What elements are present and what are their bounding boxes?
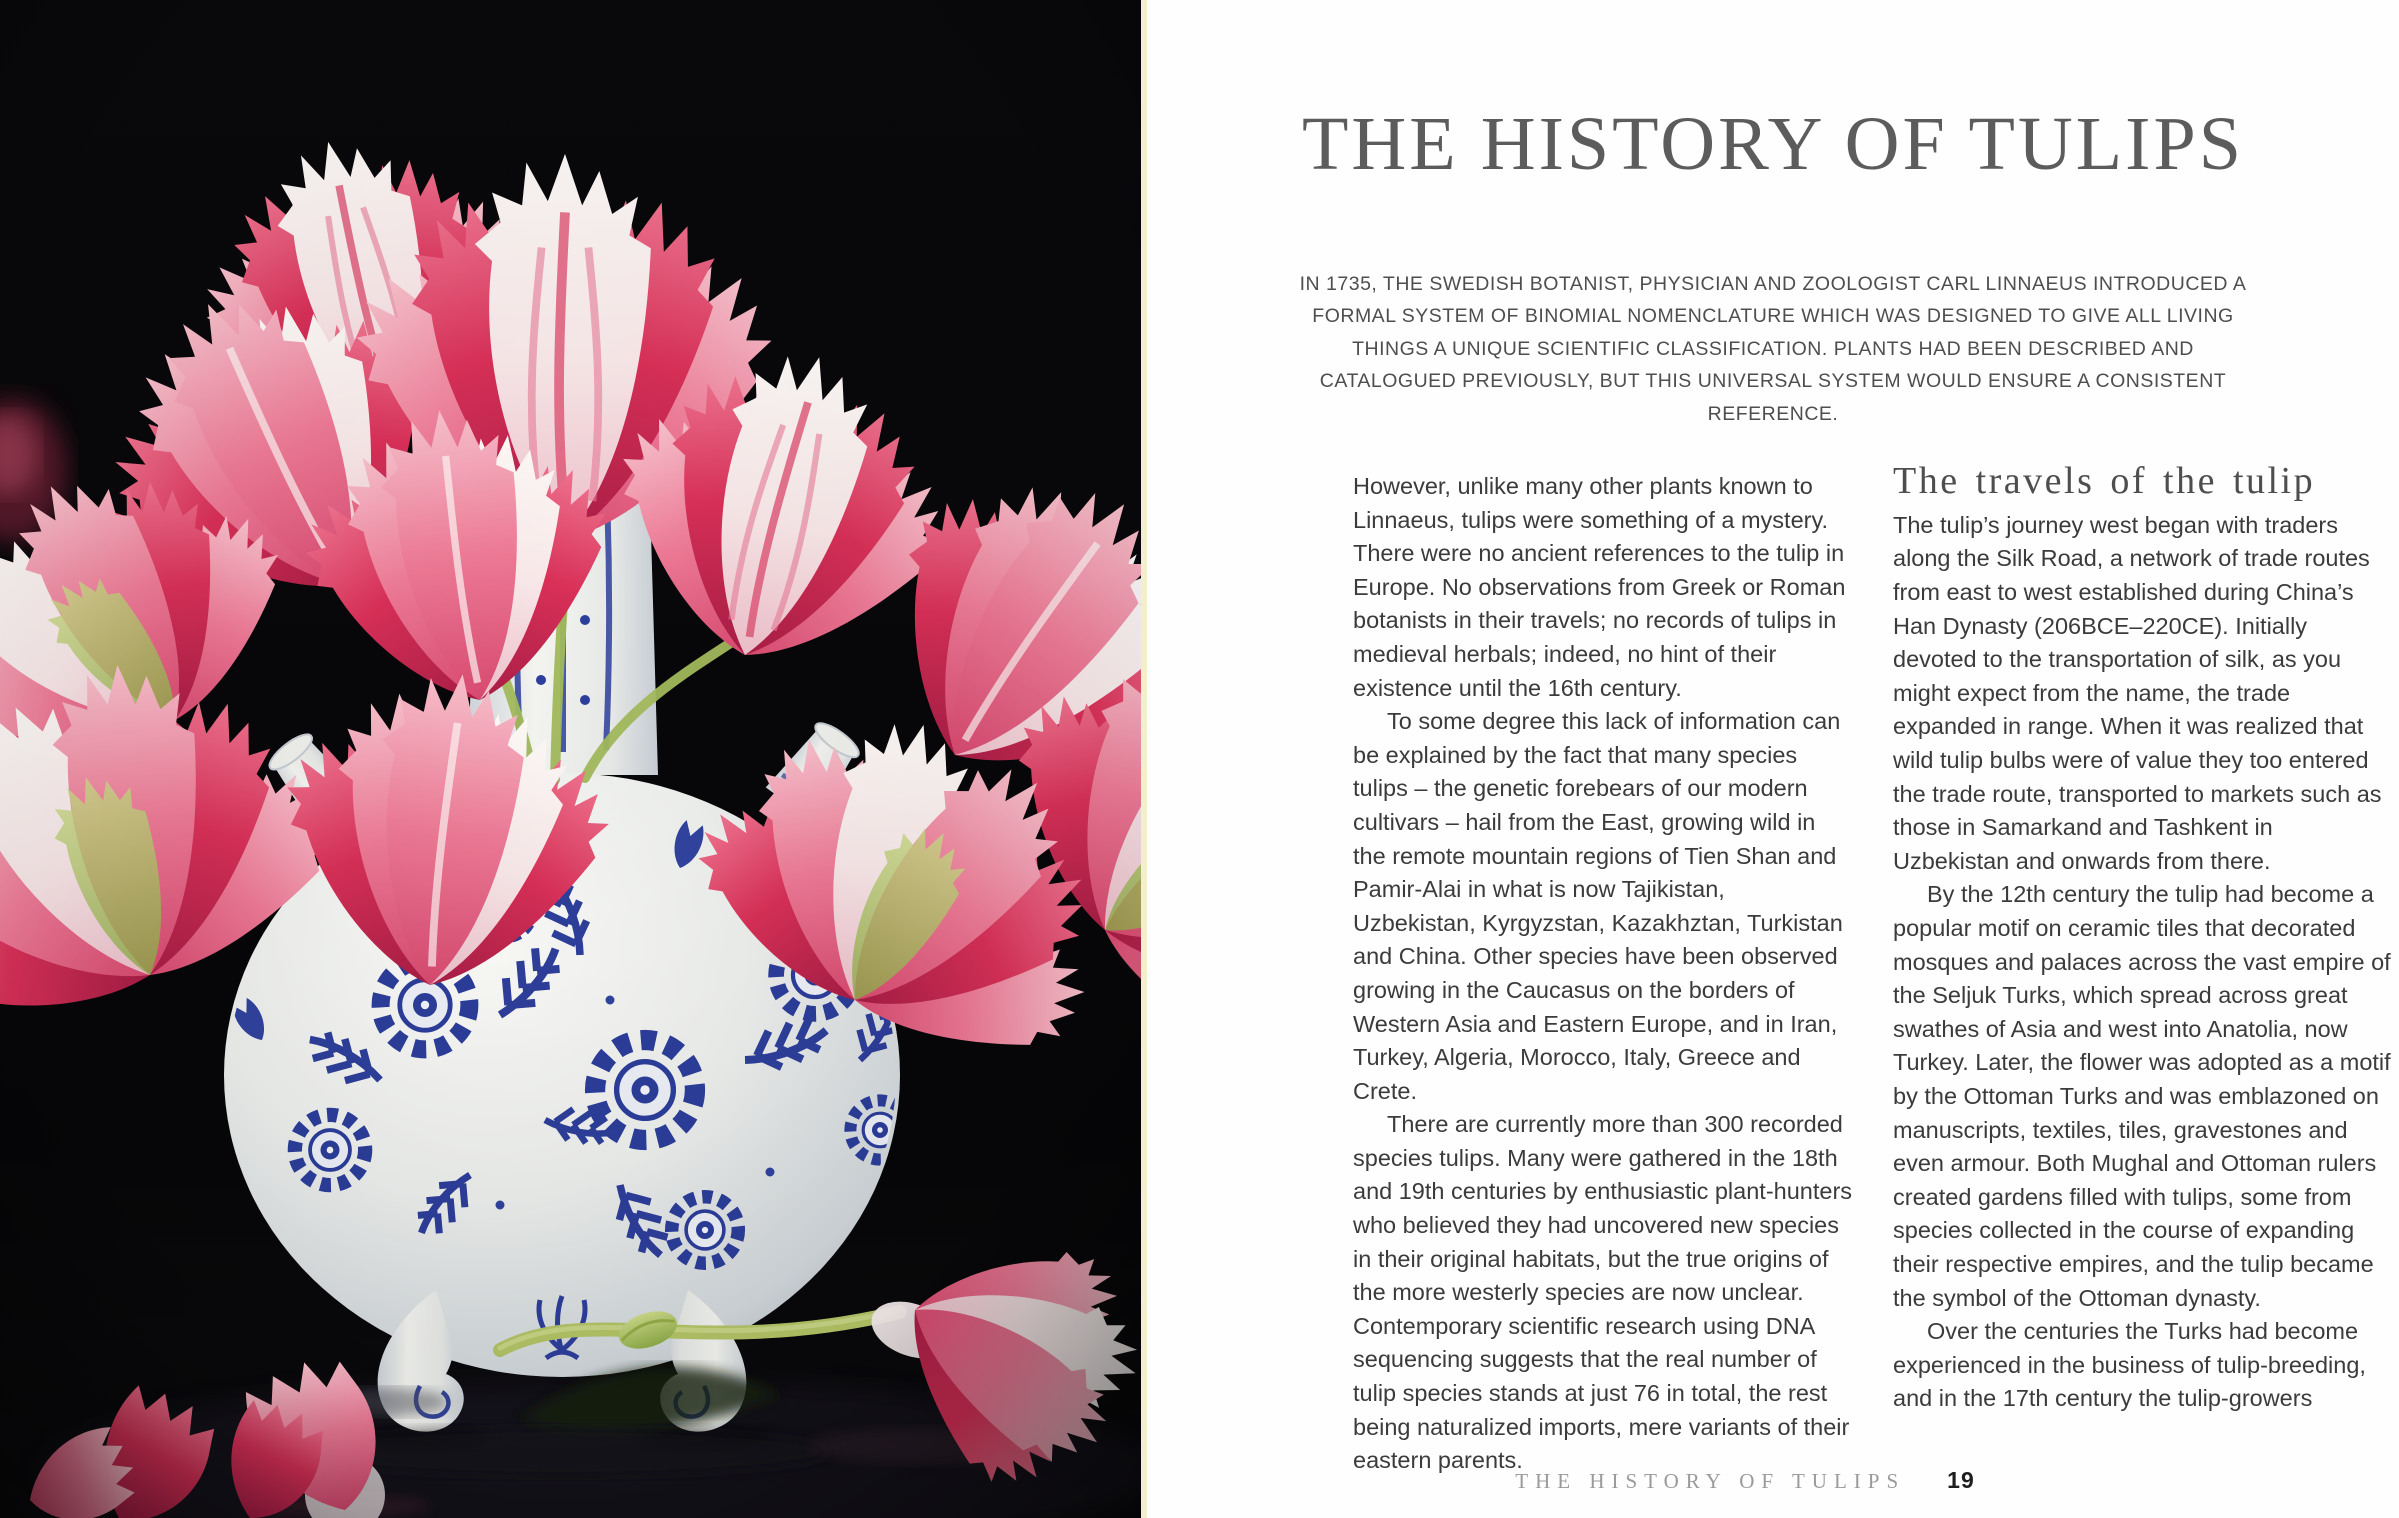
page-footer: [1119, 1467, 2371, 1494]
tulip-photo-illustration: [0, 0, 1141, 1518]
column-left: [1353, 462, 1853, 1478]
text-columns: [1353, 462, 2393, 1478]
body-paragraph: By the 12th century the tulip had become a popular motif on ceramic tiles that decorated mosques and palaces across the vast empire of the Seljuk Turks, which spread across great swathes of Asia and west into Anatolia, now Turkey. Later, the flower was adopted as a motif by the Ottoman Turks and was emblazoned on manuscripts, textiles, tiles, gravestones and even armour. Both Mughal and Ottoman rulers created gardens filled with tulips, some from species collected in the course of expanding their respective empires, and the tulip became the symbol of the Ottoman dynasty.: [1893, 881, 2391, 1311]
body-paragraph: The tulip’s journey west began with traders along the Silk Road, a network of trade routes from east to west established during China’s Han Dynasty (206BCE–220CE). Initially devoted to the transportation of silk, as you might expect from the name, the trade expanded in range. When it was realized that wild tulip bulbs were of value they too entered the trade route, transported to markets such as those in Samarkand and Tashkent in Uzbekistan and onwards from there.: [1893, 511, 2382, 874]
body-paragraph: There are currently more than 300 recorded species tulips. Many were gathered in the 18th and 19th centuries by enthusiastic plant-hunters who believed they had uncovered new species in their original habitats, but the true origins of the more westerly species are now unclear. Contemporary scientific research using DNA sequencing suggests that the real number of tulip species stands at just 76 in total, the rest being naturalized imports, mere variants of their eastern parents.: [1353, 1111, 1853, 1474]
text-page: [1147, 0, 2399, 1518]
running-head: THE HISTORY OF TULIPS: [1515, 1469, 1906, 1493]
page-title: THE HISTORY OF TULIPS: [1301, 101, 2245, 186]
vignette: [0, 0, 1141, 1518]
page-number: 19: [1947, 1467, 1975, 1493]
intro-paragraph: IN 1735, THE SWEDISH BOTANIST, PHYSICIAN AND ZOOLOGIST CARL LINNAEUS INTRODUCED A FORMAL SYSTEM OF BINOMIAL NOMENCLATURE WHICH WAS DESIGNED TO GIVE ALL LIVING THINGS A UNIQUE SCIENTIFIC CLASSIFICATION. PLANTS HAD BEEN DESCRIBED AND CATALOGUED PREVIOUSLY, BUT THIS UNIVERSAL SYSTEM WOULD ENSURE A CONSISTENT REFERENCE.: [1299, 272, 2247, 425]
tulip-photograph: [0, 0, 1141, 1518]
column-right: [1893, 462, 2393, 1478]
section-heading: The travels of the tulip: [1893, 460, 2316, 502]
body-paragraph: Over the centuries the Turks had become experienced in the business of tulip-breeding, and in the 17th century the tulip-growers: [1893, 1318, 2366, 1412]
body-paragraph: However, unlike many other plants known to Linnaeus, tulips were something of a mystery. There were no ancient references to the tulip in Europe. No observations from Greek or Roman botanists in their travels; no records of tulips in medieval herbals; indeed, no hint of their existence until the 16th century.: [1353, 473, 1846, 701]
body-paragraph: To some degree this lack of information can be explained by the fact that many species tulips – the genetic forebears of our modern cultivars – hail from the East, growing wild in the remote mountain regions of Tien Shan and Pamir-Alai in what is now Tajikistan, Uzbekistan, Kyrgyzstan, Kazakhztan, Turkistan and China. Other species have been observed growing in the Caucasus on the borders of Western Asia and Eastern Europe, and in Iran, Turkey, Algeria, Morocco, Italy, Greece and Crete.: [1353, 708, 1843, 1104]
